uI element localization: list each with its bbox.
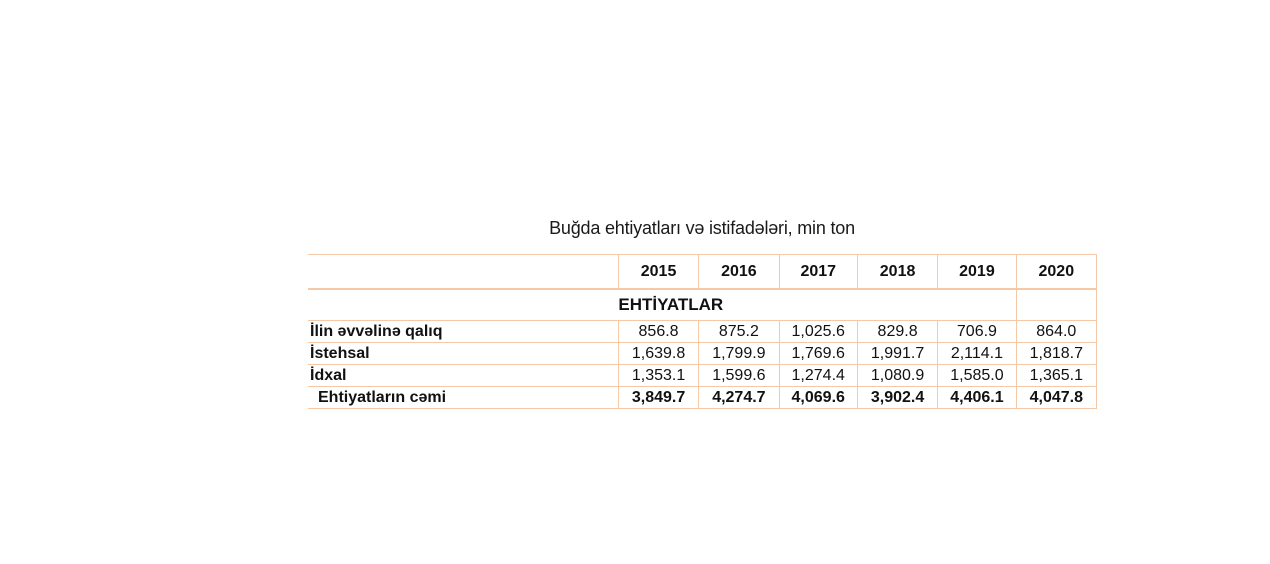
table-cell: 1,365.1 xyxy=(1016,365,1096,387)
table-cell: 4,274.7 xyxy=(699,387,779,409)
row-label: İdxal xyxy=(308,365,618,387)
header-row xyxy=(308,255,1097,290)
section-heading: EHTİYATLAR xyxy=(618,289,1016,321)
table-cell: 1,274.4 xyxy=(779,365,857,387)
table-cell: 4,406.1 xyxy=(938,387,1016,409)
wheat-stocks-table xyxy=(308,254,1097,409)
table-cell: 1,769.6 xyxy=(779,343,857,365)
table-cell: 4,069.6 xyxy=(779,387,857,409)
table-row xyxy=(308,365,1097,387)
table-cell: 2,114.1 xyxy=(938,343,1016,365)
table-cell: 856.8 xyxy=(618,321,698,343)
row-label: Ehtiyatların cəmi xyxy=(308,387,618,409)
table-cell: 1,353.1 xyxy=(618,365,698,387)
table-cell: 1,025.6 xyxy=(779,321,857,343)
table-row xyxy=(308,343,1097,365)
table-cell: 706.9 xyxy=(938,321,1016,343)
table-cell: 1,818.7 xyxy=(1016,343,1096,365)
table-cell: 3,902.4 xyxy=(857,387,937,409)
header-empty-cell xyxy=(308,255,618,290)
table-cell: 1,080.9 xyxy=(857,365,937,387)
year-header: 2018 xyxy=(857,255,937,290)
row-label: İstehsal xyxy=(308,343,618,365)
section-empty-cell xyxy=(1016,289,1096,321)
table-cell: 829.8 xyxy=(857,321,937,343)
year-header: 2019 xyxy=(938,255,1016,290)
total-row xyxy=(308,387,1097,409)
table-cell: 1,991.7 xyxy=(857,343,937,365)
year-header: 2016 xyxy=(699,255,779,290)
year-header: 2020 xyxy=(1016,255,1096,290)
table-cell: 1,639.8 xyxy=(618,343,698,365)
table-cell: 1,599.6 xyxy=(699,365,779,387)
table-cell: 1,585.0 xyxy=(938,365,1016,387)
table-cell: 4,047.8 xyxy=(1016,387,1096,409)
table-cell: 864.0 xyxy=(1016,321,1096,343)
table-cell: 1,799.9 xyxy=(699,343,779,365)
row-label: İlin əvvəlinə qalıq xyxy=(308,321,618,343)
year-header: 2015 xyxy=(618,255,698,290)
section-row xyxy=(308,289,1097,321)
table-row xyxy=(308,321,1097,343)
year-header: 2017 xyxy=(779,255,857,290)
table-title: Buğda ehtiyatları və istifadələri, min ton xyxy=(549,218,855,238)
section-label-spacer xyxy=(308,289,618,321)
table-cell: 875.2 xyxy=(699,321,779,343)
table-cell: 3,849.7 xyxy=(618,387,698,409)
